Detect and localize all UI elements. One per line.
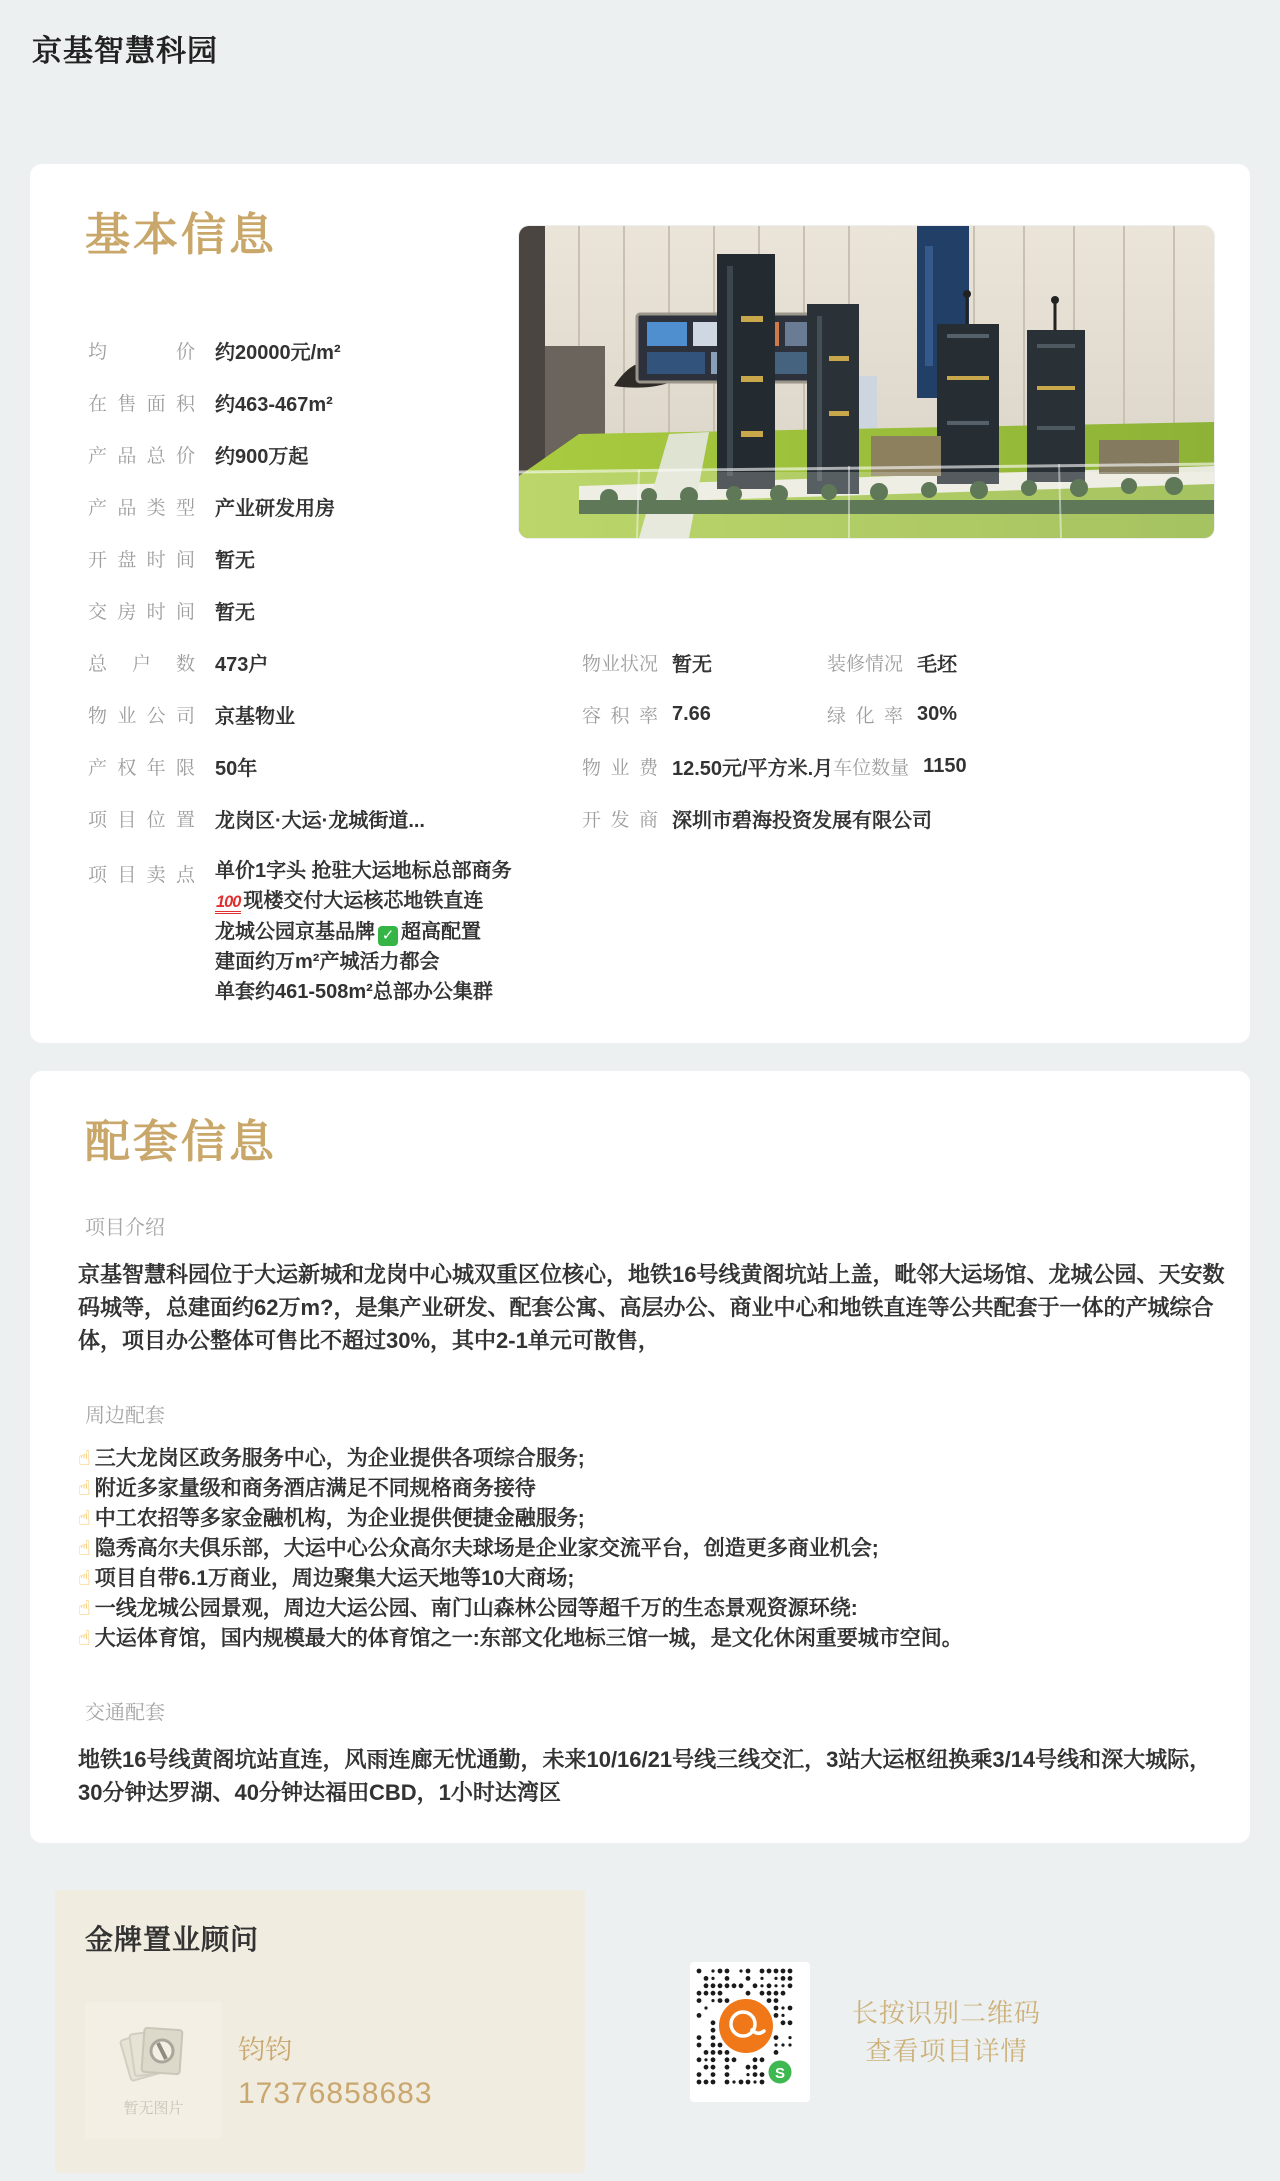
consultant-name: 钧钧 bbox=[238, 2035, 292, 2065]
amenity-item: ☝ 附近多家量级和商务酒店满足不同规格商务接待 bbox=[78, 1477, 536, 1500]
field-pair bbox=[827, 648, 957, 677]
field-value: 7.66 bbox=[672, 702, 711, 725]
field-value: 暂无 bbox=[672, 653, 712, 676]
check-emoji: ✓ bbox=[378, 926, 398, 946]
pointing-hand-emoji: ☝ bbox=[78, 1477, 91, 1500]
field-label: 产品类型 bbox=[88, 497, 195, 519]
field-label: 项目卖点 bbox=[88, 865, 195, 886]
field-value: 产业研发用房 bbox=[215, 497, 335, 520]
page-title: 京基智慧科园 bbox=[32, 35, 218, 68]
field-label: 容积率 bbox=[582, 705, 658, 727]
qr-code-image bbox=[694, 1966, 798, 2090]
pointing-hand-emoji: ☝ bbox=[78, 1597, 91, 1620]
field-pair bbox=[582, 804, 932, 833]
agent-info bbox=[238, 2002, 433, 2139]
amenity-sections bbox=[78, 1211, 1230, 1809]
field-pair bbox=[582, 648, 827, 677]
field-label: 交房时间 bbox=[88, 601, 195, 623]
pointing-hand-emoji: ☝ bbox=[78, 1507, 91, 1530]
amenity-item: ☝ 一线龙城公园景观，周边大运公园、南门山森林公园等超千万的生态景观资源环绕: bbox=[78, 1597, 858, 1620]
svg-text:S: S bbox=[774, 2065, 786, 2082]
qr-code[interactable] bbox=[690, 1962, 810, 2102]
amenity-list bbox=[78, 1444, 1230, 1654]
field-value: 龙岗区·大运·龙城街道... bbox=[215, 809, 425, 832]
field-value: 约900万起 bbox=[215, 445, 309, 468]
project-photo[interactable] bbox=[519, 226, 1214, 538]
amenity-item: ☝ 项目自带6.1万商业，周边聚集大运天地等10大商场; bbox=[78, 1567, 575, 1590]
field-row bbox=[88, 532, 1214, 584]
field-label: 绿化率 bbox=[827, 705, 903, 727]
basic-info-card bbox=[30, 164, 1250, 1043]
field-pair-left bbox=[88, 648, 582, 677]
field-label: 物业状况 bbox=[582, 653, 659, 675]
consultant-card bbox=[55, 1890, 585, 2173]
section-heading: 周边配套 bbox=[85, 1405, 165, 1427]
pointing-hand-emoji: ☝ bbox=[78, 1447, 91, 1470]
amenity-item: ☝ 隐秀高尔夫俱乐部，大运中心公众高尔夫球场是企业家交流平台，创造更多商业机会; bbox=[78, 1537, 879, 1560]
field-row bbox=[88, 792, 1214, 844]
field-row bbox=[88, 636, 1214, 688]
field-value: 毛坯 bbox=[917, 653, 957, 676]
amenities-card bbox=[30, 1071, 1250, 1843]
amenity-item: ☝ 大运体育馆，国内规模最大的体育馆之一:东部文化地标三馆一城，是文化休闲重要城市空间。 bbox=[78, 1627, 963, 1650]
field-label: 装修情况 bbox=[827, 653, 904, 675]
field-pair-left bbox=[88, 752, 582, 781]
qr-caption-line2: 查看项目详情 bbox=[865, 2036, 1028, 2066]
field-value: 约20000元/m² bbox=[215, 341, 341, 364]
no-image-text: 暂无图片 bbox=[123, 2100, 184, 2117]
section-paragraph: 地铁16号线黄阁坑站直连，风雨连廊无忧通勤，未来10/16/21号线三线交汇，3站大运枢纽换乘3/14号线和深大城际，30分钟达罗湖、40分钟达福田CBD，1小时达湾区 bbox=[78, 1747, 1212, 1805]
field-pair-left bbox=[88, 804, 582, 833]
field-label: 在售面积 bbox=[88, 393, 195, 415]
consultant-phone[interactable]: 17376858683 bbox=[238, 2077, 433, 2110]
field-label: 总户数 bbox=[88, 653, 195, 675]
no-image-placeholder bbox=[85, 2002, 222, 2139]
field-label: 开盘时间 bbox=[88, 549, 195, 571]
selling-point-line: 100 现楼交付大运核芯地铁直连 bbox=[216, 890, 484, 912]
consultant-body bbox=[85, 2002, 555, 2139]
field-label: 产权年限 bbox=[88, 757, 195, 779]
bottom-section bbox=[55, 1890, 1280, 2173]
field-label: 项目位置 bbox=[88, 809, 195, 831]
field-pair bbox=[827, 701, 957, 728]
basic-info-dual-rows bbox=[78, 636, 1214, 844]
pointing-hand-emoji: ☝ bbox=[78, 1567, 91, 1590]
field-value: 1150 bbox=[923, 754, 967, 777]
amenity-item: ☝ 中工农招等多家金融机构，为企业提供便捷金融服务; bbox=[78, 1507, 585, 1530]
pointing-hand-emoji: ☝ bbox=[78, 1627, 91, 1650]
field-value: 12.50元/平方米.月 bbox=[672, 757, 834, 780]
stacked-photos-icon bbox=[117, 2023, 191, 2089]
selling-points-lines bbox=[215, 856, 512, 1007]
field-value: 京基物业 bbox=[215, 705, 295, 728]
field-label: 车位数量 bbox=[833, 757, 910, 779]
field-value: 50年 bbox=[215, 757, 258, 780]
field-row bbox=[88, 688, 1214, 740]
field-label: 开发商 bbox=[582, 809, 658, 831]
field-value: 暂无 bbox=[215, 549, 255, 572]
field-value: 深圳市碧海投资发展有限公司 bbox=[672, 809, 932, 832]
field-label: 物业公司 bbox=[88, 705, 195, 727]
field-pair bbox=[582, 752, 833, 781]
field-row bbox=[88, 584, 1214, 636]
field-value: 约463-467m² bbox=[215, 393, 333, 416]
hundred-points-emoji: 100 bbox=[215, 893, 241, 914]
field-pair bbox=[833, 753, 966, 780]
brand-logo-icon bbox=[719, 1999, 773, 2053]
selling-point-line: 单套约461-508m²总部办公集群 bbox=[215, 981, 493, 1003]
selling-points-row bbox=[88, 856, 1214, 1007]
consultant-title: 金牌置业顾问 bbox=[85, 1924, 260, 1955]
field-pair bbox=[582, 701, 827, 728]
amenity-item: ☝ 三大龙岗区政务服务中心，为企业提供各项综合服务; bbox=[78, 1447, 585, 1470]
section-paragraph: 京基智慧科园位于大运新城和龙岗中心城双重区位核心，地铁16号线黄阁坑站上盖，毗邻大运场馆、龙城公园、天安数码城等，总建面约62万m?，是集产业研发、配套公寓、高层办公、商业中心和地铁直连等公共配套于一体的产城综合体，项目办公整体可售比不超过30%，其中2-1单元可散售， bbox=[78, 1262, 1225, 1353]
amenities-title: 配套信息 bbox=[85, 1116, 278, 1167]
field-label: 均价 bbox=[88, 341, 195, 363]
field-label: 产品总价 bbox=[88, 445, 195, 467]
field-value: 473户 bbox=[215, 653, 269, 676]
selling-point-line: 龙城公园京基品牌 ✓ 超高配置 bbox=[215, 921, 481, 944]
selling-point-line: 建面约万m²产城活力都会 bbox=[215, 951, 440, 973]
qr-group bbox=[690, 1962, 1041, 2102]
field-value: 暂无 bbox=[215, 601, 255, 624]
field-row bbox=[88, 740, 1214, 792]
selling-point-line: 单价1字头 抢驻大运地标总部商务 bbox=[215, 860, 512, 882]
field-label: 物业费 bbox=[582, 757, 658, 779]
field-value: 30% bbox=[917, 702, 958, 725]
field-pair-left bbox=[88, 700, 582, 729]
qr-caption-line1: 长按识别二维码 bbox=[852, 1998, 1042, 2028]
section-heading: 交通配套 bbox=[85, 1702, 165, 1724]
pointing-hand-emoji: ☝ bbox=[78, 1537, 91, 1560]
qr-caption bbox=[852, 1994, 1041, 2070]
basic-info-title: 基本信息 bbox=[85, 209, 278, 260]
section-heading: 项目介绍 bbox=[85, 1217, 165, 1239]
project-photo-illustration bbox=[519, 226, 1214, 538]
